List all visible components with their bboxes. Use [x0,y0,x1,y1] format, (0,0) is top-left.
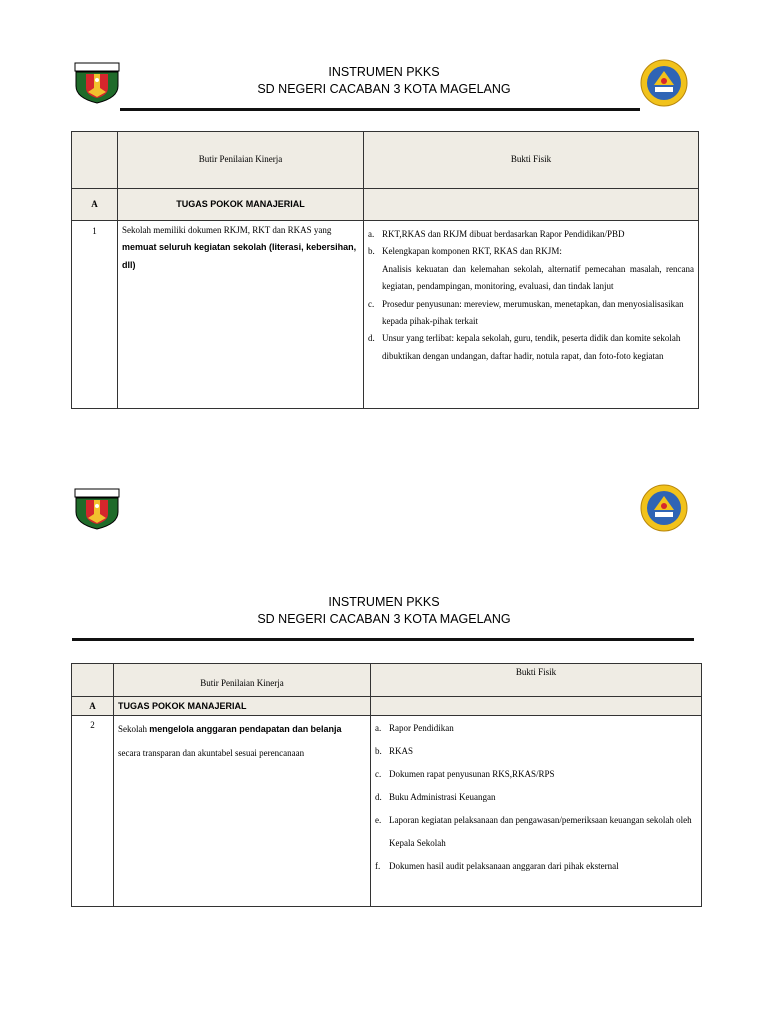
page2-title-line2: SD NEGERI CACABAN 3 KOTA MAGELANG [257,612,511,626]
section-row [72,189,699,221]
row-number: 2 [72,716,114,907]
criteria-bold: mengelola anggaran pendapatan dan [149,724,309,734]
page2-header-rule [72,638,694,641]
city-crest-logo [74,487,120,531]
criteria-bold: memuat seluruh kegiatan sekolah (literasi, kebersihan, dll) [122,242,357,270]
section-empty-cell [371,697,702,716]
page1-title-line1: INSTRUMEN PKKS [328,65,440,79]
school-emblem-icon [640,484,688,532]
criteria-plain: Sekolah memiliki dokumen RKJM, RKT dan RKAS yang [122,225,332,235]
list-item: c. Prosedur penyusunan: mereview, merumuskan, menetapkan, dan menyosialisasikan kepada pihak-pihak terkait [368,298,684,327]
header-cell-number [72,132,118,189]
row-number: 1 [72,221,118,409]
section-code: A [72,189,118,221]
evidence-list [371,717,697,878]
list-item: f. Dokumen hasil audit pelaksanaan anggaran dari pihak eksternal [375,861,619,871]
page1-title [0,64,768,98]
table-row [72,221,699,409]
list-item: b. RKAS [375,746,414,756]
table-row [72,716,702,907]
page1-table [71,131,699,409]
row-evidence [364,221,699,409]
list-item: d. Buku Administrasi Keuangan [375,792,496,802]
city-crest-icon [74,487,120,531]
section-empty-cell [364,189,699,221]
section-label: TUGAS POKOK MANAJERIAL [118,189,364,221]
header-cell-evidence: Bukti Fisik [364,132,699,189]
list-item: a. Rapor Pendidikan [375,723,454,733]
header-cell-number [72,664,114,697]
table-header-row [72,664,702,697]
header-cell-evidence: Bukti Fisik [371,664,702,697]
list-item: a. RKT,RKAS dan RKJM dibuat berdasarkan Rapor Pendidikan/PBD [368,229,625,239]
header-cell-criteria: Butir Penilaian Kinerja [118,132,364,189]
header-cell-criteria: Butir Penilaian Kinerja [114,664,371,697]
list-item: d. Unsur yang terlibat: kepala sekolah, guru, tendik, peserta didik dan komite sekolah dibuktikan dengan undangan, daftar hadir, notula rapat, dan foto-foto kegiatan [368,333,681,361]
page2-table [71,663,702,907]
list-item: e. Laporan kegiatan pelaksanaan dan pengawasan/pemeriksaan keuangan sekolah oleh Kepala Sekolah [375,815,692,848]
criteria-plain: Sekolah [118,724,147,734]
section-code: A [72,697,114,716]
criteria-plain: secara transparan dan akuntabel sesuai perencanaan [118,748,305,758]
list-item: c. Dokumen rapat penyusunan RKS,RKAS/RPS [375,769,555,779]
page1-header-rule [120,108,640,111]
school-emblem-logo [640,484,688,532]
page1-title-line2: SD NEGERI CACABAN 3 KOTA MAGELANG [257,82,511,96]
page2-title [0,594,768,628]
section-label: TUGAS POKOK MANAJERIAL [114,697,371,716]
evidence-list [364,226,694,365]
row-criteria [118,221,364,409]
criteria-bold: belanja [310,724,342,734]
section-row [72,697,702,716]
page2-title-line1: INSTRUMEN PKKS [328,595,440,609]
table-header-row [72,132,699,189]
list-item: Analisis kekuatan dan kelemahan sekolah, alternatif pemecahan masalah, rencana kegiatan, pendampingan, monitoring, evaluasi, dan tindak lanjut [382,263,694,292]
row-evidence [371,716,702,907]
row-criteria [114,716,371,907]
list-item: b. Kelengkapan komponen RKT, RKAS dan RKJM: [368,246,562,257]
